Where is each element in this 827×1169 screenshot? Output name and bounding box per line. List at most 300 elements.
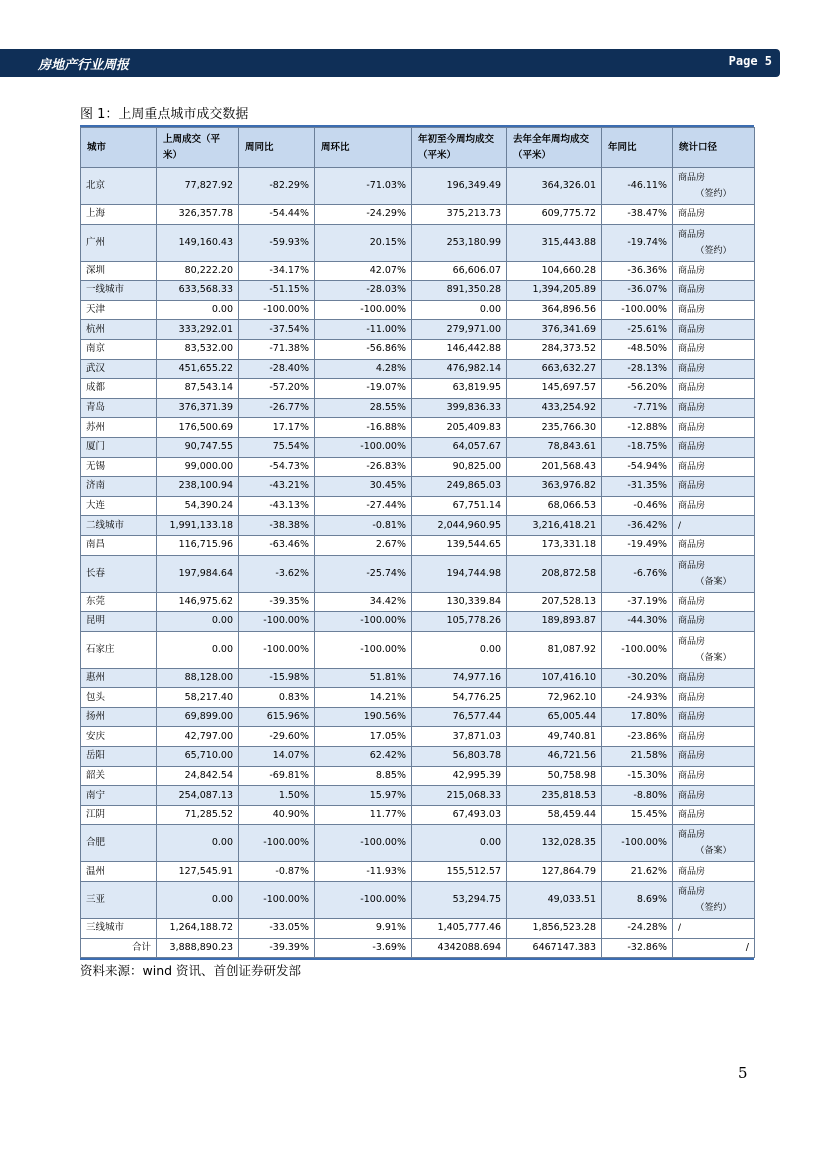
header-bar [0, 49, 780, 77]
cell-city: 天津 [81, 300, 157, 320]
cell-value: -26.77% [239, 398, 315, 418]
cell-value: -19.74% [602, 224, 673, 261]
table-row [81, 919, 755, 939]
coverage-type: 商品房 [678, 383, 706, 394]
cell-value: -0.87% [239, 862, 315, 882]
cell-value: 364,896.56 [507, 300, 602, 320]
cell-coverage [673, 555, 755, 592]
cell-value: 127,545.91 [157, 862, 239, 882]
cell-value: 69,899.00 [157, 707, 239, 727]
coverage-type: 商品房 [678, 596, 706, 607]
cell-value: -71.03% [315, 168, 412, 205]
table-row [81, 862, 755, 882]
cell-value: 67,751.14 [412, 496, 507, 516]
cell-value: 326,357.78 [157, 205, 239, 225]
cell-coverage [673, 339, 755, 359]
cell-value: 2,044,960.95 [412, 516, 507, 536]
page-label: Page 5 [728, 54, 772, 68]
cell-value: 20.15% [315, 224, 412, 261]
cell-coverage [673, 418, 755, 438]
cell-value: 17.80% [602, 707, 673, 727]
cell-city: 包头 [81, 688, 157, 708]
total-value: 4342088.694 [412, 938, 507, 958]
cell-value: 42,995.39 [412, 766, 507, 786]
cell-city: 扬州 [81, 707, 157, 727]
cell-value: -28.13% [602, 359, 673, 379]
cell-city: 长春 [81, 555, 157, 592]
table-row [81, 300, 755, 320]
cell-value: 375,213.73 [412, 205, 507, 225]
cell-value: -43.21% [239, 477, 315, 497]
column-header: 城市 [81, 128, 157, 168]
total-value: 6467147.383 [507, 938, 602, 958]
cell-value: 105,778.26 [412, 612, 507, 632]
cell-value: 146,975.62 [157, 592, 239, 612]
cell-value: -15.98% [239, 668, 315, 688]
cell-value: 132,028.35 [507, 825, 602, 862]
cell-coverage [673, 224, 755, 261]
cell-value: 376,341.69 [507, 320, 602, 340]
column-header: 年同比 [602, 128, 673, 168]
cell-value: 8.85% [315, 766, 412, 786]
table-row [81, 437, 755, 457]
coverage-type: 商品房 [678, 173, 706, 183]
cell-city: 济南 [81, 477, 157, 497]
cell-coverage [673, 825, 755, 862]
cell-value: 65,710.00 [157, 747, 239, 767]
total-value: -3.69% [315, 938, 412, 958]
cell-value: -100.00% [239, 300, 315, 320]
cell-city: 厦门 [81, 437, 157, 457]
coverage-note: （签约） [695, 189, 732, 199]
cell-value: 155,512.57 [412, 862, 507, 882]
cell-value: 2.67% [315, 535, 412, 555]
coverage-type: 商品房 [678, 501, 706, 512]
cell-value: 149,160.43 [157, 224, 239, 261]
cell-coverage [673, 805, 755, 825]
table-row [81, 457, 755, 477]
cell-value: -100.00% [602, 631, 673, 668]
cell-value: 49,033.51 [507, 882, 602, 919]
cell-value: 104,660.28 [507, 261, 602, 281]
cell-coverage [673, 261, 755, 281]
cell-city: 杭州 [81, 320, 157, 340]
cell-value: 254,087.13 [157, 786, 239, 806]
cell-value: -48.50% [602, 339, 673, 359]
table-row [81, 535, 755, 555]
cell-value: -54.44% [239, 205, 315, 225]
cell-city: 二线城市 [81, 516, 157, 536]
coverage-note: （签约） [695, 245, 732, 256]
cell-value: -38.47% [602, 205, 673, 225]
cell-value: 633,568.33 [157, 281, 239, 301]
cell-value: 130,339.84 [412, 592, 507, 612]
cell-coverage [673, 457, 755, 477]
cell-value: -100.00% [239, 882, 315, 919]
table-row [81, 320, 755, 340]
table-body [81, 168, 755, 958]
cell-value: 663,632.27 [507, 359, 602, 379]
table-row [81, 631, 755, 668]
cell-value: -100.00% [602, 825, 673, 862]
cell-value: 189,893.87 [507, 612, 602, 632]
cell-value: 0.00 [157, 300, 239, 320]
cell-value: 107,416.10 [507, 668, 602, 688]
cell-coverage [673, 281, 755, 301]
report-title: 房地产行业周报 [38, 58, 130, 73]
cell-value: 56,803.78 [412, 747, 507, 767]
cell-value: 1.50% [239, 786, 315, 806]
cell-value: -38.38% [239, 516, 315, 536]
table-row [81, 359, 755, 379]
cell-coverage [673, 496, 755, 516]
cell-value: -36.36% [602, 261, 673, 281]
cell-value: -100.00% [602, 300, 673, 320]
coverage-type: 商品房 [678, 830, 706, 841]
cell-value: -54.94% [602, 457, 673, 477]
table-row [81, 168, 755, 205]
column-header: 周环比 [315, 128, 412, 168]
coverage-type: / [678, 520, 682, 531]
cell-value: -12.88% [602, 418, 673, 438]
cell-value: -24.28% [602, 919, 673, 939]
cell-value: -19.49% [602, 535, 673, 555]
coverage-type: 商品房 [678, 692, 706, 703]
cell-value: 72,962.10 [507, 688, 602, 708]
coverage-note: （备案） [695, 846, 732, 857]
cell-coverage [673, 727, 755, 747]
cell-value: 80,222.20 [157, 261, 239, 281]
cell-value: -100.00% [315, 437, 412, 457]
cell-value: 0.00 [412, 631, 507, 668]
total-value: -39.39% [239, 938, 315, 958]
cell-city: 大连 [81, 496, 157, 516]
source-note: 资料来源：wind 资讯、首创证券研发部 [80, 963, 302, 978]
cell-value: 8.69% [602, 882, 673, 919]
cell-city: 温州 [81, 862, 157, 882]
coverage-type: 商品房 [678, 344, 706, 355]
cell-value: 71,285.52 [157, 805, 239, 825]
cell-value: 279,971.00 [412, 320, 507, 340]
cell-value: 9.91% [315, 919, 412, 939]
cell-value: -26.83% [315, 457, 412, 477]
coverage-type: 商品房 [678, 810, 706, 821]
cell-value: -0.81% [315, 516, 412, 536]
cell-coverage [673, 592, 755, 612]
cell-value: 63,819.95 [412, 379, 507, 399]
cell-value: 15.45% [602, 805, 673, 825]
cell-value: -100.00% [315, 631, 412, 668]
cell-value: 76,577.44 [412, 707, 507, 727]
cell-value: 87,543.14 [157, 379, 239, 399]
cell-value: 46,721.56 [507, 747, 602, 767]
table-row [81, 805, 755, 825]
cell-value: -37.54% [239, 320, 315, 340]
coverage-type: 商品房 [678, 363, 706, 374]
coverage-type: 商品房 [678, 265, 706, 276]
cell-value: 205,409.83 [412, 418, 507, 438]
table-row [81, 668, 755, 688]
cell-value: 0.00 [412, 825, 507, 862]
cell-value: 1,405,777.46 [412, 919, 507, 939]
cell-city: 三线城市 [81, 919, 157, 939]
coverage-type: 商品房 [678, 672, 706, 683]
cell-value: 235,766.30 [507, 418, 602, 438]
cell-value: -25.61% [602, 320, 673, 340]
cell-city: 成都 [81, 379, 157, 399]
cell-value: -71.38% [239, 339, 315, 359]
cell-coverage [673, 668, 755, 688]
cell-value: 81,087.92 [507, 631, 602, 668]
cell-value: -24.93% [602, 688, 673, 708]
cell-value: -100.00% [239, 825, 315, 862]
cell-value: 37,871.03 [412, 727, 507, 747]
cell-value: -23.86% [602, 727, 673, 747]
cell-coverage [673, 359, 755, 379]
cell-value: -27.44% [315, 496, 412, 516]
cell-value: 64,057.67 [412, 437, 507, 457]
cell-coverage [673, 612, 755, 632]
cell-city: 东莞 [81, 592, 157, 612]
cell-value: 146,442.88 [412, 339, 507, 359]
cell-value: 609,775.72 [507, 205, 602, 225]
cell-value: 65,005.44 [507, 707, 602, 727]
cell-value: 88,128.00 [157, 668, 239, 688]
cell-value: -59.93% [239, 224, 315, 261]
cell-value: 139,544.65 [412, 535, 507, 555]
cell-coverage [673, 766, 755, 786]
cell-value: 196,349.49 [412, 168, 507, 205]
cell-value: 127,864.79 [507, 862, 602, 882]
cell-value: 235,818.53 [507, 786, 602, 806]
cell-coverage [673, 747, 755, 767]
coverage-type: 商品房 [678, 616, 706, 627]
cell-value: 615.96% [239, 707, 315, 727]
cell-value: 4.28% [315, 359, 412, 379]
cell-value: -51.15% [239, 281, 315, 301]
cell-coverage [673, 300, 755, 320]
cell-value: -37.19% [602, 592, 673, 612]
cell-value: 11.77% [315, 805, 412, 825]
cell-value: -56.20% [602, 379, 673, 399]
table-row [81, 766, 755, 786]
cell-value: -56.86% [315, 339, 412, 359]
cell-value: -100.00% [315, 612, 412, 632]
cell-value: 207,528.13 [507, 592, 602, 612]
cell-value: 208,872.58 [507, 555, 602, 592]
table-row [81, 496, 755, 516]
coverage-note: （备案） [695, 652, 732, 663]
coverage-type: 商品房 [678, 442, 706, 453]
column-header: 年初至今周均成交（平米） [412, 128, 507, 168]
cell-value: 215,068.33 [412, 786, 507, 806]
column-header: 上周成交（平米） [157, 128, 239, 168]
cell-coverage [673, 398, 755, 418]
cell-coverage [673, 688, 755, 708]
cell-city: 无锡 [81, 457, 157, 477]
cell-value: 201,568.43 [507, 457, 602, 477]
coverage-type: 商品房 [678, 751, 706, 762]
cell-value: 0.00 [412, 300, 507, 320]
table-row [81, 477, 755, 497]
cell-value: 66,606.07 [412, 261, 507, 281]
cell-value: -100.00% [239, 612, 315, 632]
cell-value: 3,216,418.21 [507, 516, 602, 536]
cell-value: 15.97% [315, 786, 412, 806]
city-transaction-table [80, 125, 754, 960]
cell-value: 376,371.39 [157, 398, 239, 418]
cell-value: -16.88% [315, 418, 412, 438]
coverage-type: 商品房 [678, 636, 706, 647]
cell-value: 0.00 [157, 825, 239, 862]
cell-city: 苏州 [81, 418, 157, 438]
table-row [81, 688, 755, 708]
cell-value: -3.62% [239, 555, 315, 592]
cell-value: -31.35% [602, 477, 673, 497]
cell-value: -100.00% [315, 300, 412, 320]
table-row [81, 786, 755, 806]
table-row [81, 516, 755, 536]
cell-coverage [673, 477, 755, 497]
cell-city: 青岛 [81, 398, 157, 418]
table-row [81, 727, 755, 747]
cell-value: 21.58% [602, 747, 673, 767]
cell-city: 武汉 [81, 359, 157, 379]
page-number: 5 [738, 1064, 748, 1082]
cell-value: -19.07% [315, 379, 412, 399]
cell-value: 197,984.64 [157, 555, 239, 592]
cell-value: -29.60% [239, 727, 315, 747]
cell-value: 116,715.96 [157, 535, 239, 555]
coverage-type: / [678, 923, 682, 934]
coverage-type: 商品房 [678, 731, 706, 742]
cell-value: -18.75% [602, 437, 673, 457]
cell-city: 上海 [81, 205, 157, 225]
column-header: 去年全年周均成交（平米） [507, 128, 602, 168]
cell-value: 54,390.24 [157, 496, 239, 516]
cell-city: 一线城市 [81, 281, 157, 301]
total-label: 合计 [81, 938, 157, 958]
cell-value: 50,758.98 [507, 766, 602, 786]
cell-value: 42.07% [315, 261, 412, 281]
cell-value: -25.74% [315, 555, 412, 592]
cell-value: -100.00% [239, 631, 315, 668]
cell-coverage [673, 437, 755, 457]
cell-value: 77,827.92 [157, 168, 239, 205]
cell-value: 49,740.81 [507, 727, 602, 747]
coverage-type: 商品房 [678, 209, 706, 220]
cell-city: 岳阳 [81, 747, 157, 767]
coverage-type: 商品房 [678, 560, 706, 571]
cell-value: 14.07% [239, 747, 315, 767]
cell-value: 58,217.40 [157, 688, 239, 708]
cell-city: 合肥 [81, 825, 157, 862]
cell-coverage [673, 379, 755, 399]
table-row [81, 379, 755, 399]
table-header-row [81, 128, 755, 168]
cell-value: -11.00% [315, 320, 412, 340]
cell-value: 90,747.55 [157, 437, 239, 457]
cell-value: 284,373.52 [507, 339, 602, 359]
cell-value: -24.29% [315, 205, 412, 225]
cell-coverage [673, 882, 755, 919]
cell-value: -44.30% [602, 612, 673, 632]
cell-value: 0.83% [239, 688, 315, 708]
cell-city: 惠州 [81, 668, 157, 688]
cell-value: 17.05% [315, 727, 412, 747]
table-row [81, 592, 755, 612]
figure-title: 图 1：上周重点城市成交数据 [80, 107, 249, 122]
cell-value: 333,292.01 [157, 320, 239, 340]
cell-value: 53,294.75 [412, 882, 507, 919]
cell-value: 58,459.44 [507, 805, 602, 825]
cell-value: 42,797.00 [157, 727, 239, 747]
cell-coverage [673, 919, 755, 939]
cell-value: 0.00 [157, 612, 239, 632]
cell-value: -54.73% [239, 457, 315, 477]
cell-value: -82.29% [239, 168, 315, 205]
cell-value: 451,655.22 [157, 359, 239, 379]
cell-value: -30.20% [602, 668, 673, 688]
column-header: 统计口径 [673, 128, 755, 168]
table-row [81, 339, 755, 359]
cell-value: 173,331.18 [507, 535, 602, 555]
cell-value: -28.40% [239, 359, 315, 379]
cell-value: -36.42% [602, 516, 673, 536]
cell-city: 安庆 [81, 727, 157, 747]
table-row [81, 747, 755, 767]
total-row [81, 938, 755, 958]
cell-value: 1,264,188.72 [157, 919, 239, 939]
cell-coverage [673, 205, 755, 225]
cell-value: -8.80% [602, 786, 673, 806]
cell-coverage [673, 786, 755, 806]
coverage-type: 商品房 [678, 481, 706, 492]
coverage-type: 商品房 [678, 866, 706, 877]
coverage-type: 商品房 [678, 229, 706, 240]
cell-value: 145,697.57 [507, 379, 602, 399]
cell-value: 74,977.16 [412, 668, 507, 688]
cell-value: 249,865.03 [412, 477, 507, 497]
cell-value: 363,976.82 [507, 477, 602, 497]
cell-value: 78,843.61 [507, 437, 602, 457]
cell-value: 51.81% [315, 668, 412, 688]
cell-value: 315,443.88 [507, 224, 602, 261]
cell-city: 广州 [81, 224, 157, 261]
cell-value: 399,836.33 [412, 398, 507, 418]
cell-value: -43.13% [239, 496, 315, 516]
cell-value: 433,254.92 [507, 398, 602, 418]
cell-value: -33.05% [239, 919, 315, 939]
total-value: -32.86% [602, 938, 673, 958]
table-row [81, 281, 755, 301]
table-row [81, 398, 755, 418]
cell-value: 24,842.54 [157, 766, 239, 786]
cell-value: 68,066.53 [507, 496, 602, 516]
cell-value: -34.17% [239, 261, 315, 281]
cell-value: 190.56% [315, 707, 412, 727]
column-header: 周同比 [239, 128, 315, 168]
cell-value: 0.00 [157, 882, 239, 919]
cell-value: 17.17% [239, 418, 315, 438]
total-value: / [673, 938, 755, 958]
coverage-type: 商品房 [678, 305, 706, 316]
cell-value: 0.00 [157, 631, 239, 668]
cell-coverage [673, 862, 755, 882]
table-row [81, 825, 755, 862]
cell-value: 75.54% [239, 437, 315, 457]
cell-value: -57.20% [239, 379, 315, 399]
